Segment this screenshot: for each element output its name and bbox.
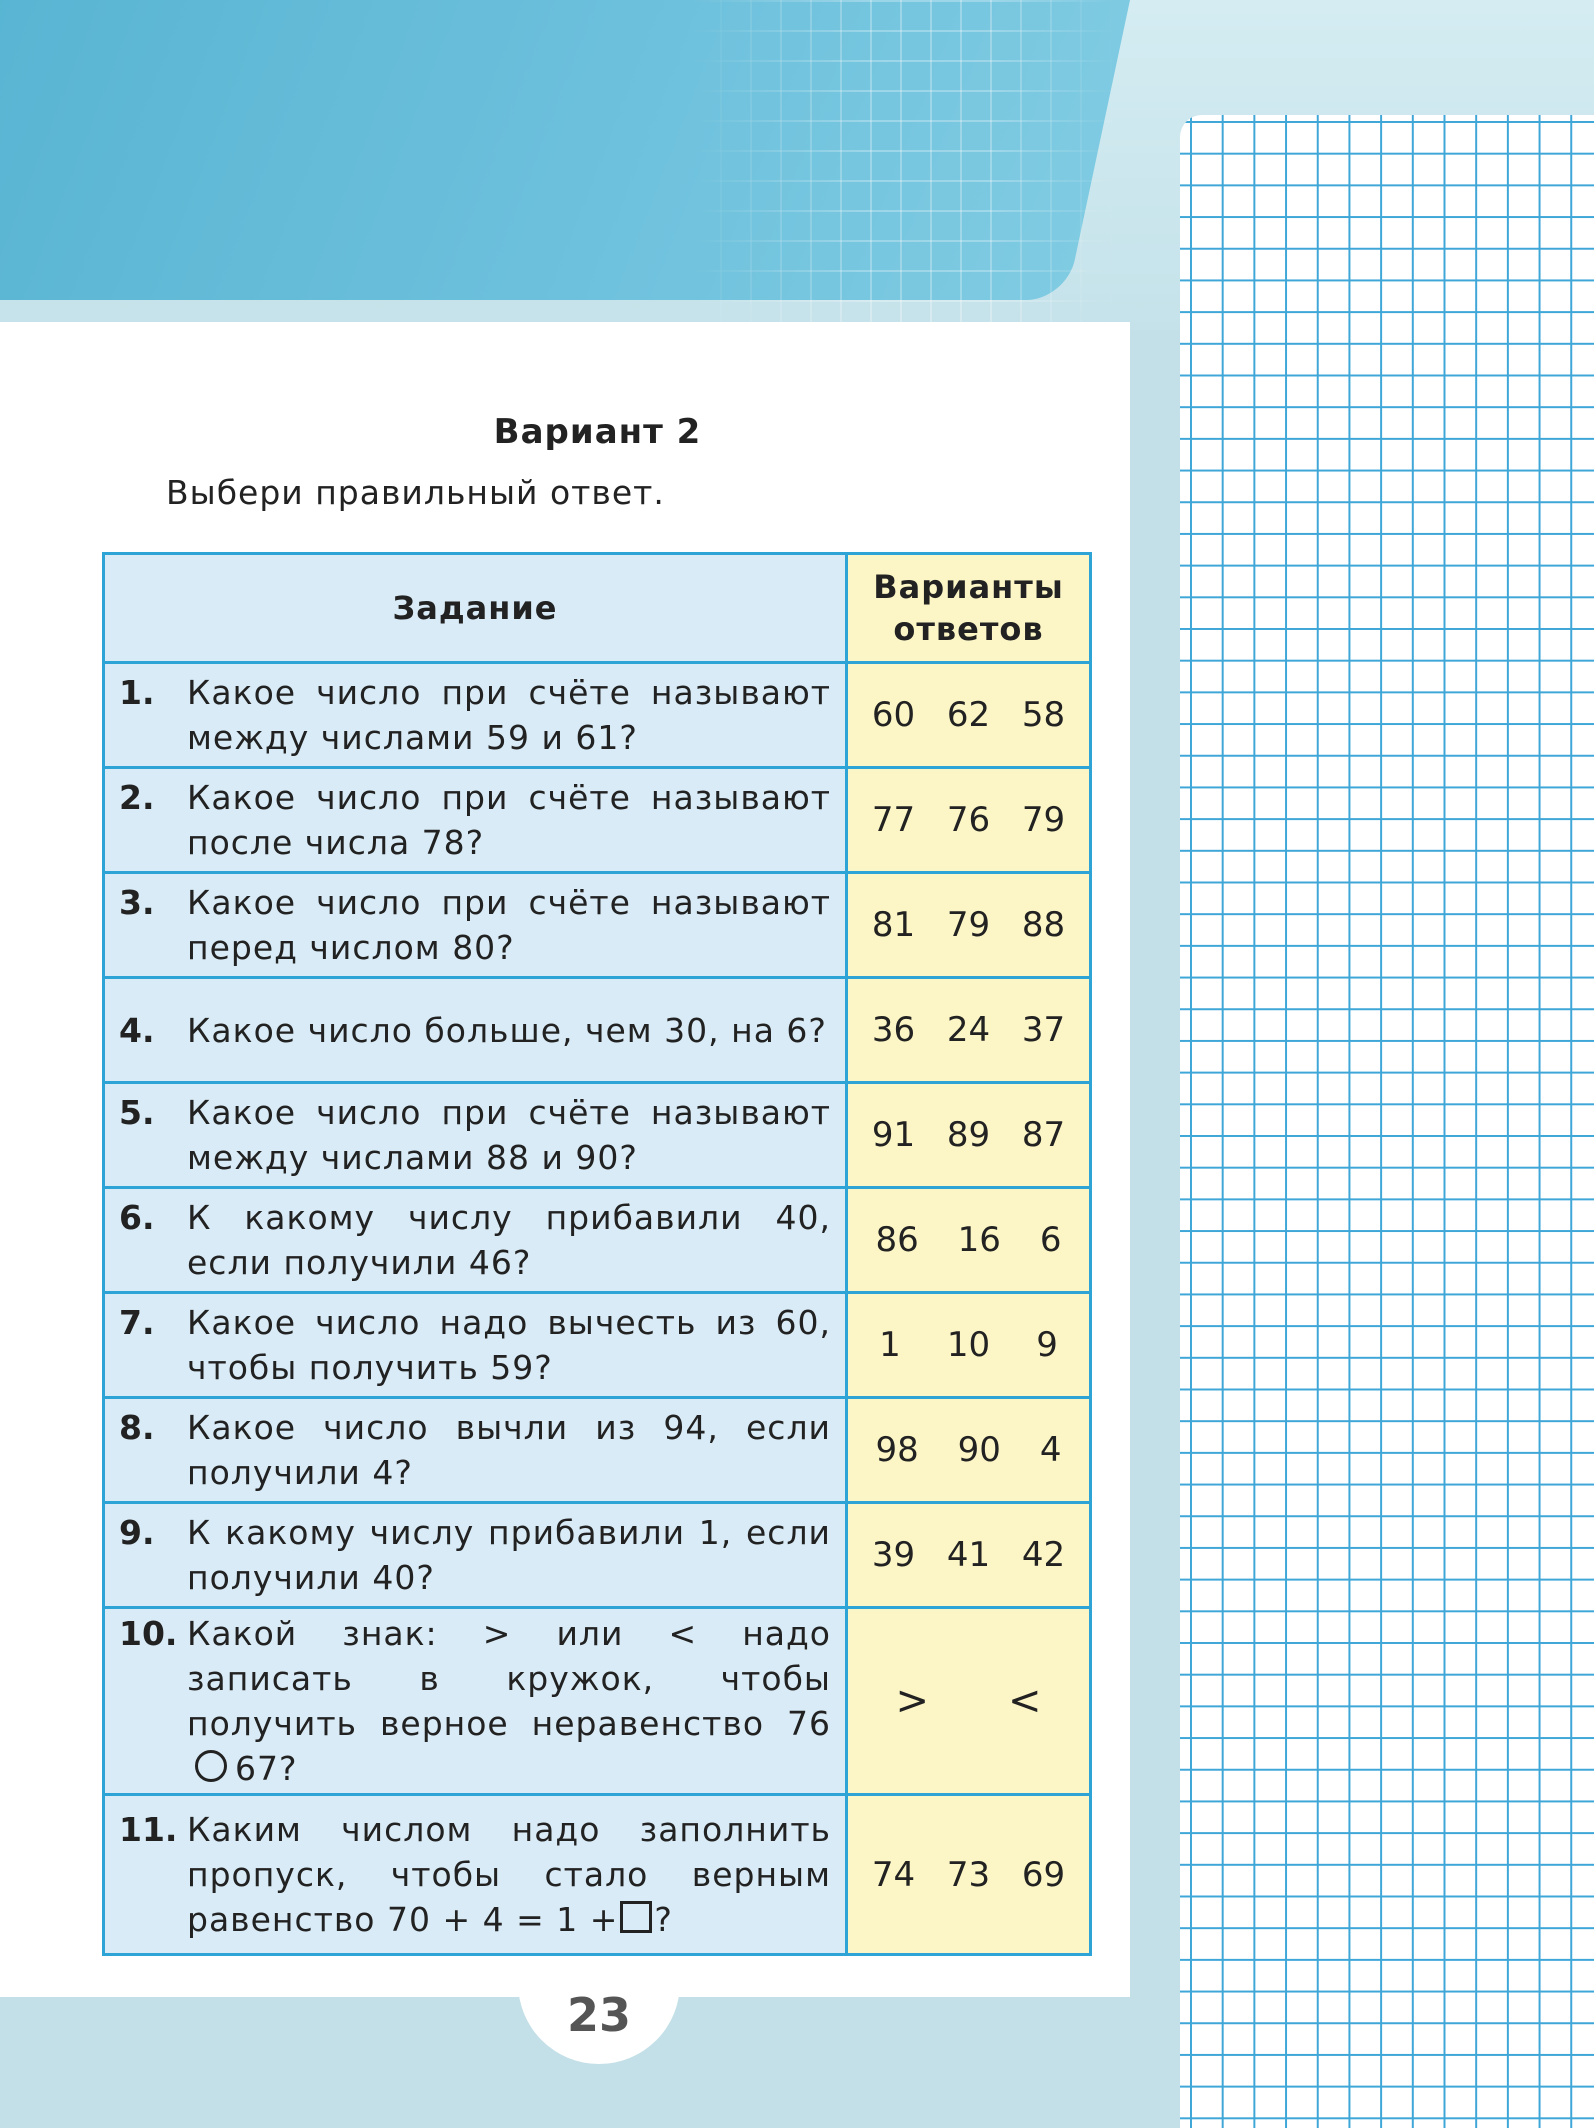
quiz-table	[102, 552, 1092, 1956]
answer-option[interactable]: 41	[946, 1535, 991, 1575]
answer-option[interactable]: 88	[1021, 905, 1066, 945]
page-number: 23	[566, 1988, 631, 2042]
task-number: 11.	[119, 1810, 178, 1849]
answer-option[interactable]: 42	[1021, 1535, 1066, 1575]
answer-option[interactable]: 9	[1036, 1325, 1058, 1365]
task-cell	[104, 1503, 847, 1608]
instruction-text: Выбери правильный ответ.	[166, 473, 665, 512]
task-text	[187, 1807, 831, 1942]
answer-option[interactable]: 91	[871, 1115, 916, 1155]
task-row	[104, 1795, 1091, 1955]
answer-option[interactable]: 39	[871, 1535, 916, 1575]
variant-title: Вариант 2	[493, 412, 702, 452]
task-cell	[104, 768, 847, 873]
circle-icon	[195, 1750, 227, 1782]
task-text-before: Каким числом надо заполнить пропуск, чтобы стало верным равенство 70 + 4 = 1 +	[187, 1810, 831, 1939]
column-header-task: Задание	[104, 554, 847, 663]
task-text: К какому числу прибавили 1, если получили 40?	[187, 1513, 831, 1597]
task-number: 8.	[119, 1408, 155, 1447]
answers-cell	[847, 1083, 1091, 1188]
task-number: 3.	[119, 883, 155, 922]
answers-cell	[847, 1608, 1091, 1795]
column-header-answers-line2: ответов	[893, 610, 1044, 648]
task-number: 1.	[119, 673, 155, 712]
answers-cell	[847, 1398, 1091, 1503]
answer-option[interactable]: 79	[946, 905, 991, 945]
answer-option[interactable]: 16	[957, 1220, 1001, 1260]
task-cell	[104, 1083, 847, 1188]
task-text: Какое число при счёте называют после числа 78?	[187, 778, 831, 862]
column-header-answers	[847, 554, 1091, 663]
answer-option[interactable]: 58	[1021, 695, 1066, 735]
task-row	[104, 873, 1091, 978]
answer-option[interactable]: 62	[946, 695, 991, 735]
task-row	[104, 663, 1091, 768]
task-number: 4.	[119, 1010, 155, 1050]
task-row	[104, 768, 1091, 873]
answers-cell	[847, 1795, 1091, 1955]
task-cell	[104, 978, 847, 1083]
task-row	[104, 1503, 1091, 1608]
answers-cell	[847, 1293, 1091, 1398]
answers-cell	[847, 1188, 1091, 1293]
empty-box-icon	[620, 1901, 652, 1933]
answer-option[interactable]: 98	[875, 1430, 919, 1470]
task-number: 7.	[119, 1303, 155, 1342]
answer-option[interactable]: 36	[871, 1010, 916, 1050]
answer-option[interactable]: 79	[1021, 800, 1066, 840]
task-text	[187, 1611, 831, 1791]
task-cell	[104, 1795, 847, 1955]
task-cell	[104, 663, 847, 768]
task-cell	[104, 873, 847, 978]
answers-cell	[847, 1503, 1091, 1608]
task-text: Какое число больше, чем 30, на 6?	[187, 1010, 827, 1050]
answer-option[interactable]: 74	[871, 1854, 916, 1895]
task-text: Какое число при счёте называют между числами 59 и 61?	[187, 673, 831, 757]
answer-option[interactable]: 69	[1021, 1854, 1066, 1895]
task-row	[104, 1188, 1091, 1293]
task-row	[104, 1293, 1091, 1398]
task-row	[104, 1398, 1091, 1503]
answer-option[interactable]: 76	[946, 800, 991, 840]
answer-option[interactable]: 60	[871, 695, 916, 735]
answer-option[interactable]: 87	[1021, 1115, 1066, 1155]
task-text: Какое число надо вычесть из 60, чтобы получить 59?	[187, 1303, 831, 1387]
table-header-row	[104, 554, 1091, 663]
task-text: Какое число при счёте называют между числами 88 и 90?	[187, 1093, 831, 1177]
task-text: Какое число при счёте называют перед числом 80?	[187, 883, 831, 967]
task-number: 6.	[119, 1198, 155, 1237]
answer-option[interactable]: >	[895, 1678, 929, 1724]
task-text-after: 67?	[235, 1749, 298, 1788]
answers-cell	[847, 873, 1091, 978]
answer-option[interactable]: 77	[871, 800, 916, 840]
task-row	[104, 978, 1091, 1083]
task-cell	[104, 1608, 847, 1795]
graph-paper-strip	[1180, 115, 1594, 2128]
answer-option[interactable]: 86	[875, 1220, 919, 1260]
task-number: 2.	[119, 778, 155, 817]
answer-option[interactable]: 1	[879, 1325, 901, 1365]
answer-option[interactable]: 73	[946, 1854, 991, 1895]
task-number: 10.	[119, 1614, 178, 1653]
answer-option[interactable]: 81	[871, 905, 916, 945]
task-cell	[104, 1188, 847, 1293]
task-number: 5.	[119, 1093, 155, 1132]
answer-option[interactable]: 37	[1021, 1010, 1066, 1050]
answer-option[interactable]: 24	[946, 1010, 991, 1050]
answer-option[interactable]: 89	[946, 1115, 991, 1155]
answer-option[interactable]: 90	[957, 1430, 1001, 1470]
answers-cell	[847, 663, 1091, 768]
column-header-answers-line1: Варианты	[873, 568, 1064, 606]
answer-option[interactable]: 6	[1039, 1220, 1062, 1260]
task-cell	[104, 1398, 847, 1503]
answer-option[interactable]: <	[1007, 1678, 1042, 1724]
task-row	[104, 1083, 1091, 1188]
task-text-after: ?	[654, 1900, 673, 1939]
task-cell	[104, 1293, 847, 1398]
task-row	[104, 1608, 1091, 1795]
decorative-grid-patch	[690, 0, 1120, 330]
task-text: Какое число вычли из 94, если получили 4?	[187, 1408, 831, 1492]
answers-cell	[847, 768, 1091, 873]
task-text: К какому числу прибавили 40, если получили 46?	[187, 1198, 831, 1282]
answer-option[interactable]: 4	[1039, 1430, 1062, 1470]
answer-option[interactable]: 10	[946, 1325, 991, 1365]
answers-cell	[847, 978, 1091, 1083]
task-number: 9.	[119, 1513, 155, 1552]
task-text-before: Какой знак: > или < надо записать в кружок, чтобы получить верное неравенство 76	[187, 1614, 831, 1743]
